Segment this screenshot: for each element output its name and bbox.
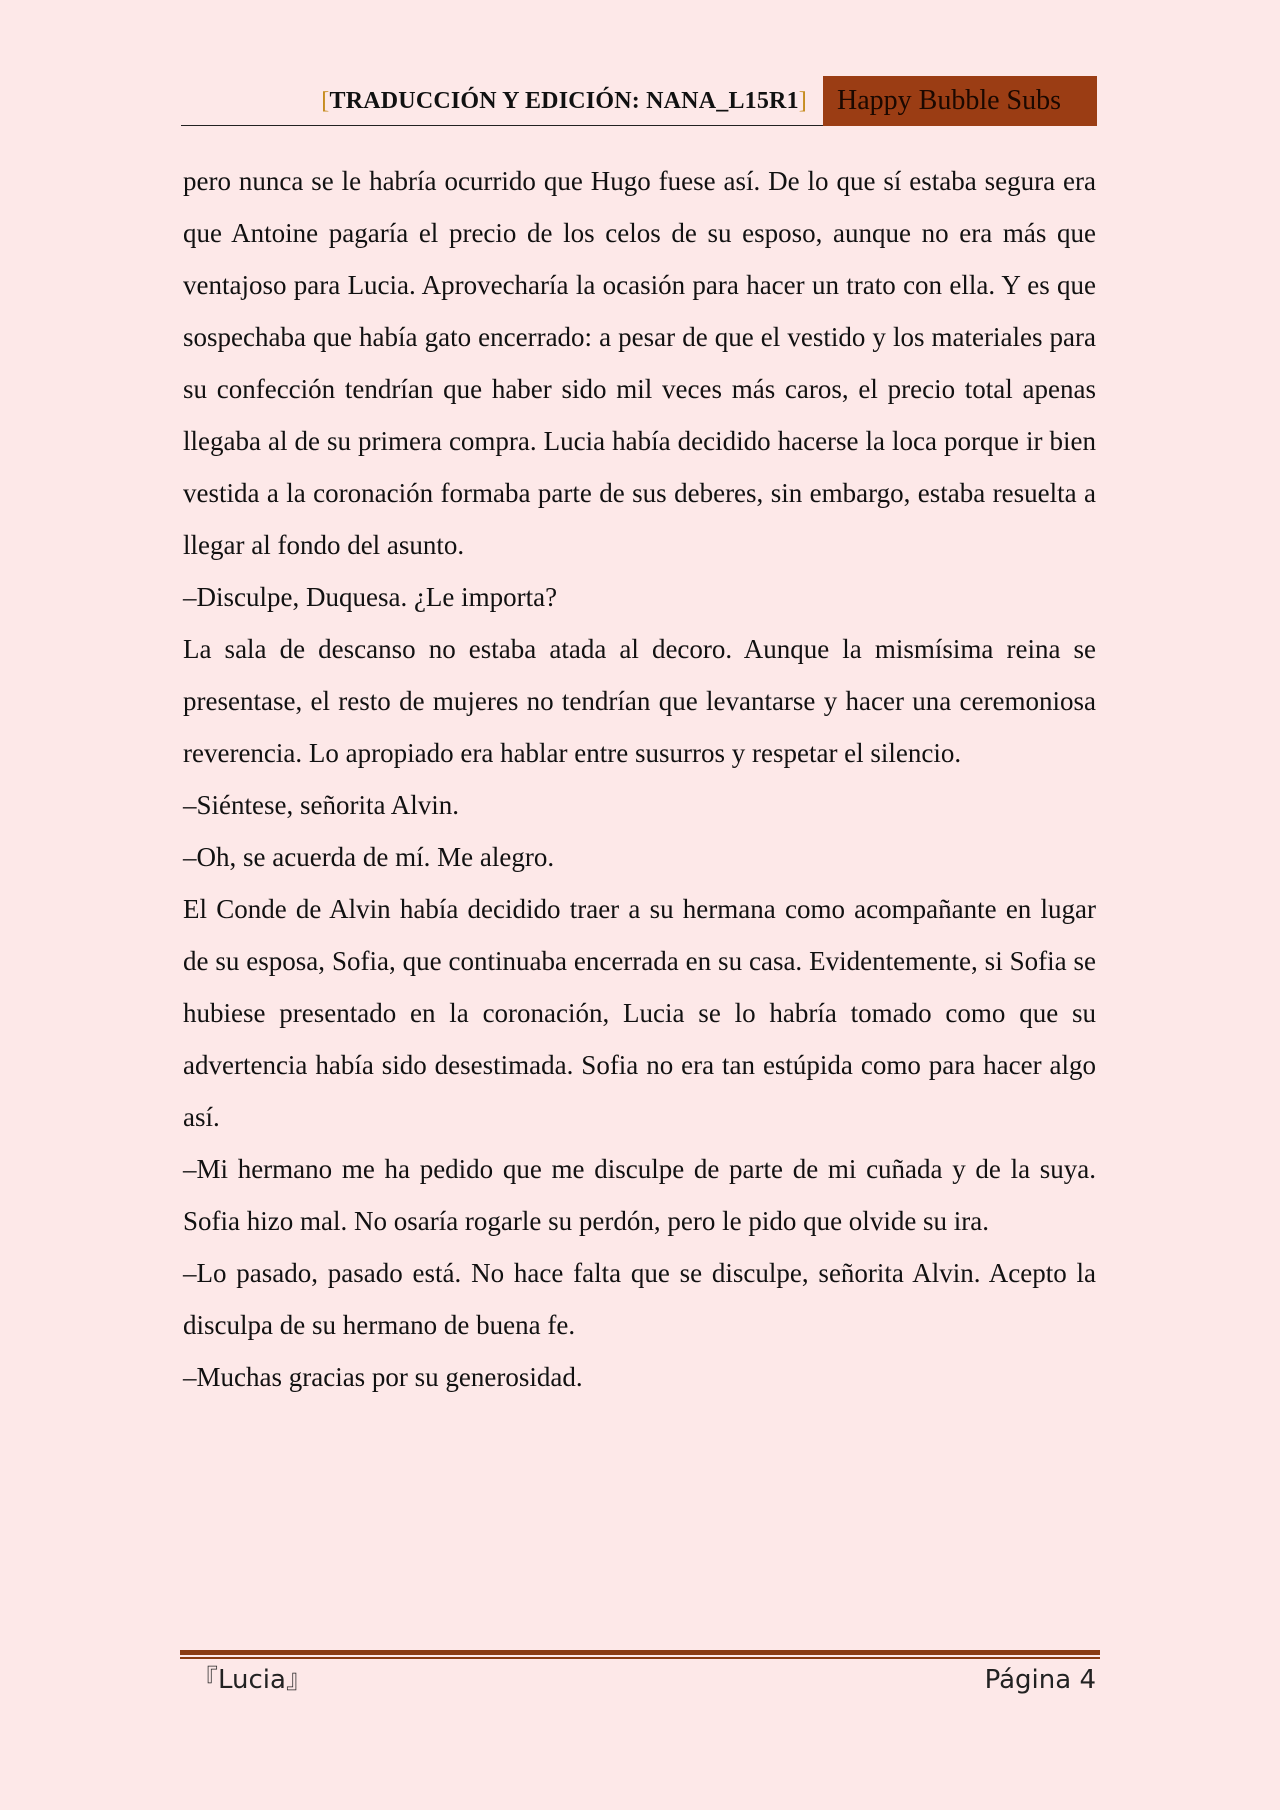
- paragraph: pero nunca se le habría ocurrido que Hugo fuese así. De lo que sí estaba segura era que Antoine pagaría el precio de los celos de su esposo, aunque no era más que ventajoso para Lucia. Aprovecharía la ocasión para hacer un trato con ella. Y es que sospechaba que había gato encerrado: a pesar de que el vestido y los materiales para su confección tendrían que haber sido mil veces más caros, el precio total apenas llegaba al de su primera compra. Lucia había decidido hacerse la loca porque ir bien vestida a la coronación formaba parte de sus deberes, sin embargo, estaba resuelta a llegar al fondo del asunto.: [183, 166, 1096, 560]
- close-bracket: ]: [798, 88, 807, 114]
- group-badge: Happy Bubble Subs: [823, 76, 1097, 126]
- paragraph: La sala de descanso no estaba atada al decoro. Aunque la mismísima reina se presentase, el resto de mujeres no tendrían que levantarse y hacer una ceremoniosa reverencia. Lo apropiado era hablar entre susurros y respetar el silencio.: [183, 634, 1096, 768]
- page-number: Página 4: [984, 1665, 1096, 1695]
- paragraph: –Siéntese, señorita Alvin.: [183, 790, 459, 820]
- translation-credit: [321, 88, 807, 115]
- open-bracket: [: [321, 88, 330, 114]
- translation-credit-text: TRADUCCIÓN Y EDICIÓN: NANA_L15R1: [329, 88, 799, 114]
- paragraph: –Mi hermano me ha pedido que me disculpe de parte de mi cuñada y de la suya. Sofia hizo mal. No osaría rogarle su perdón, pero le pido que olvide su ira.: [183, 1154, 1096, 1236]
- paragraph: –Muchas gracias por su generosidad.: [183, 1362, 583, 1392]
- paragraph: El Conde de Alvin había decidido traer a su hermana como acompañante en lugar de su esposa, Sofia, que continuaba encerrada en su casa. Evidentemente, si Sofia se hubiese presentado en la coronación, Lucia se lo habría tomado como que su advertencia había sido desestimada. Sofia no era tan estúpida como para hacer algo así.: [183, 894, 1096, 1132]
- footer-divider-thin: [180, 1657, 1100, 1659]
- paragraph: –Lo pasado, pasado está. No hace falta que se disculpe, señorita Alvin. Acepto la disculpa de su hermano de buena fe.: [183, 1258, 1096, 1340]
- paragraph: –Disculpe, Duquesa. ¿Le importa?: [183, 582, 558, 612]
- header-rule: [181, 125, 823, 126]
- paragraph: –Oh, se acuerda de mí. Me alegro.: [183, 842, 555, 872]
- footer-divider-thick: [180, 1650, 1100, 1655]
- book-title: 『Lucia』: [192, 1665, 312, 1695]
- page-header: [181, 76, 1097, 126]
- body-text: [183, 155, 1096, 1403]
